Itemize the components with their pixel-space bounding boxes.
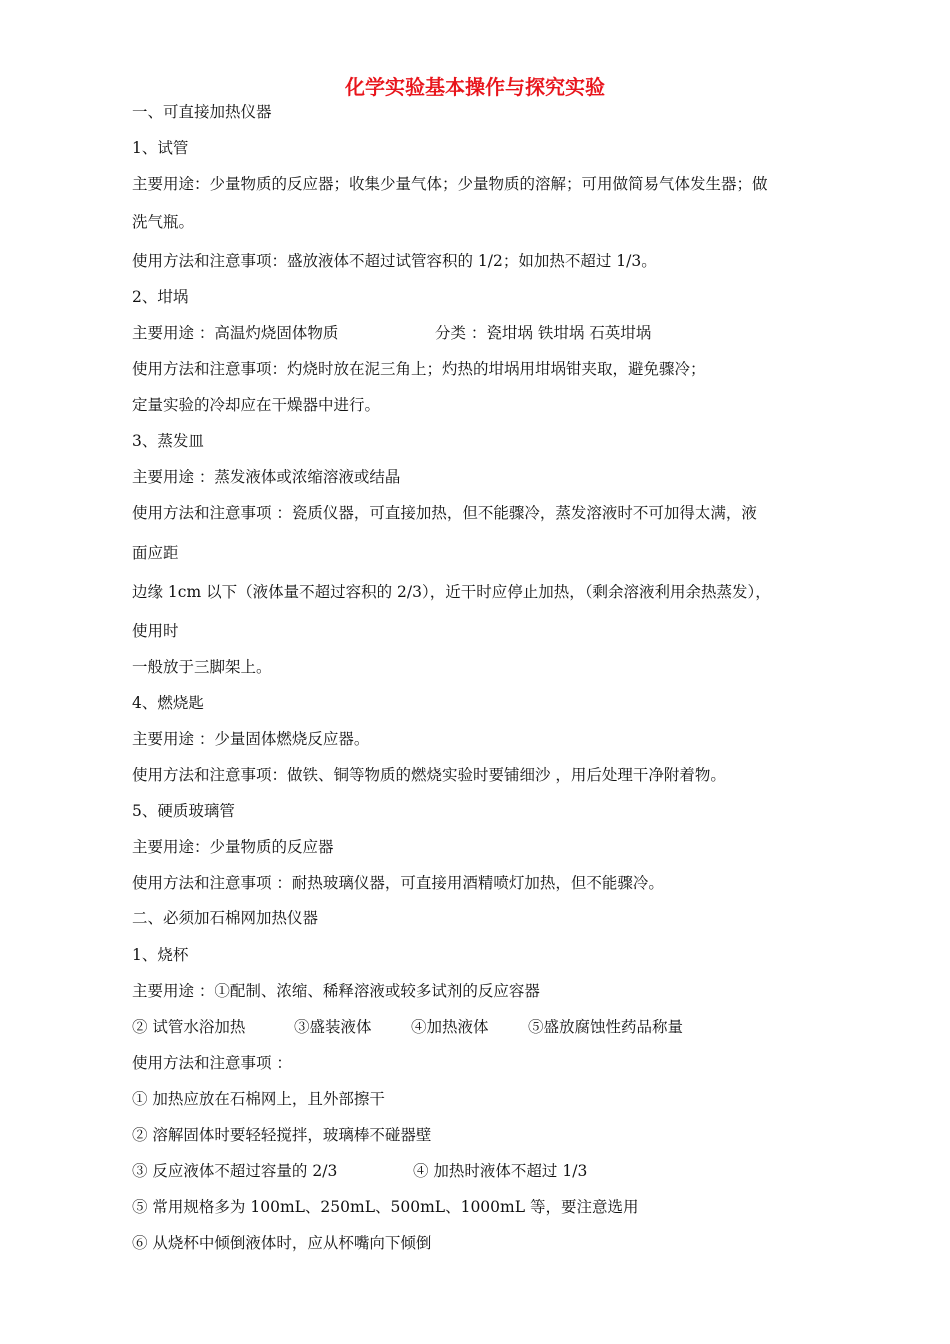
text-line: 主要用途：少量物质的反应器；收集少量气体；少量物质的溶解；可用做简易气体发生器；做 [132,175,768,193]
text-line: 使用方法和注意事项 ：耐热玻璃仪器，可直接用酒精喷灯加热，但不能骤冷。 [132,874,664,892]
text-line: 主要用途 ：少量固体燃烧反应器。 [132,730,370,748]
text-line: 主要用途 ：①配制、浓缩、稀释溶液或较多试剂的反应容器 [132,982,540,1000]
text-line: ④ 加热时液体不超过 1/3 [413,1162,588,1180]
section-heading: 二、必须加石棉网加热仪器 [132,909,319,927]
text-line: ② 溶解固体时要轻轻搅拌，玻璃棒不碰器壁 [132,1126,432,1144]
text-line: 使用方法和注意事项 ： [132,1054,292,1072]
item-heading: 2、坩埚 [132,288,189,306]
text-line: 主要用途 ：高温灼烧固体物质 [132,324,339,342]
text-line: ① 加热应放在石棉网上，且外部擦干 [132,1090,385,1108]
item-heading: 1、试管 [132,139,189,157]
text-line: ③盛装液体 [294,1018,372,1036]
text-line: 使用方法和注意事项：盛放液体不超过试管容积的 1/2；如加热不超过 1/3。 [132,252,657,270]
text-line: 使用方法和注意事项：灼烧时放在泥三角上；灼热的坩埚用坩埚钳夹取，避免骤冷； [132,360,706,378]
text-line: ③ 反应液体不超过容量的 2/3 [132,1162,338,1180]
text-line: 使用方法和注意事项 ：瓷质仪器，可直接加热，但不能骤冷，蒸发溶液时不可加得太满，液 [132,504,757,522]
text-line: 主要用途 ：蒸发液体或浓缩溶液或结晶 [132,468,401,486]
document-title: 化学实验基本操作与探究实验 [345,75,605,99]
text-line: ② 试管水浴加热 [132,1018,246,1036]
section-heading: 一、可直接加热仪器 [132,103,272,121]
text-line: ⑥ 从烧杯中倾倒液体时，应从杯嘴向下倾倒 [132,1234,432,1252]
text-line: 使用方法和注意事项：做铁、铜等物质的燃烧实验时要铺细沙 ，用后处理干净附着物。 [132,766,726,784]
text-line: ⑤ 常用规格多为 100mL、250mL、500mL、1000mL 等，要注意选用 [132,1198,639,1216]
item-heading: 3、蒸发皿 [132,432,204,450]
text-line: 使用时 [132,622,179,640]
text-line: 分类 ：瓷坩埚 铁坩埚 石英坩埚 [435,324,652,342]
text-line: 洗气瓶。 [132,213,195,231]
text-line: 一般放于三脚架上。 [132,658,272,676]
item-heading: 4、燃烧匙 [132,694,204,712]
item-heading: 5、硬质玻璃管 [132,802,235,820]
text-line: 主要用途：少量物质的反应器 [132,838,334,856]
text-line: ⑤盛放腐蚀性药品称量 [528,1018,684,1036]
text-line: 定量实验的冷却应在干燥器中进行。 [132,396,381,414]
text-line: ④加热液体 [411,1018,489,1036]
text-line: 面应距 [132,544,179,562]
item-heading: 1、烧杯 [132,946,189,964]
text-line: 边缘 1cm 以下（液体量不超过容积的 2/3），近干时应停止加热，（剩余溶液利用余热蒸发）， [132,583,771,601]
